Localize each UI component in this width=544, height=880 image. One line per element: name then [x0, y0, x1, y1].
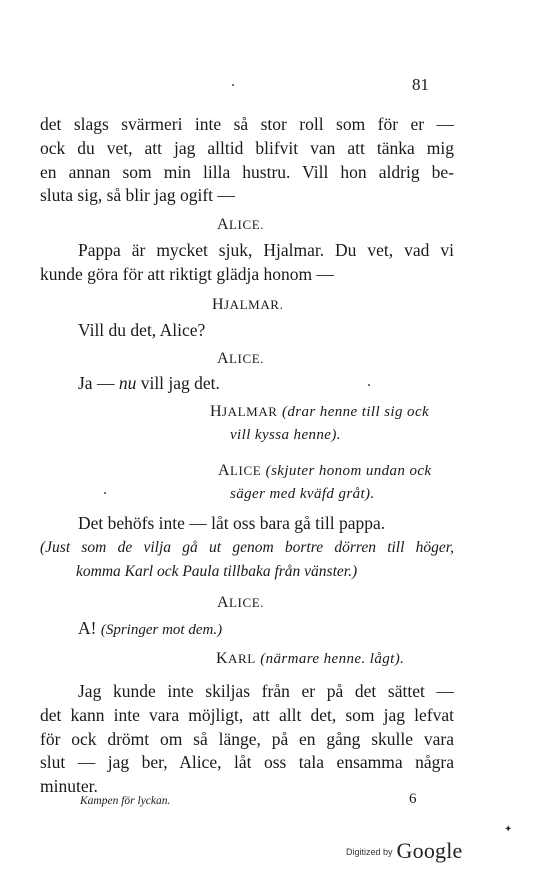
- digitized-by-watermark: [346, 838, 463, 864]
- speaker-alice: ALICE.: [217, 350, 265, 367]
- text-fragment: A!: [78, 618, 97, 638]
- text-line: kunde göra för att riktigt glädja honom —: [40, 264, 335, 284]
- text-line: sluta sig, så blir jag ogift —: [40, 185, 235, 205]
- speaker-karl: [216, 650, 404, 668]
- text-line: Det behöfs inte — låt oss bara gå till pappa.: [78, 513, 386, 533]
- stage-direction: vill kyssa henne).: [230, 427, 341, 443]
- text-line-content: Pappa är mycket sjuk, Hjalmar. Du vet, vad vi: [78, 240, 454, 260]
- emphasis: nu: [118, 373, 137, 393]
- stage-direction: [40, 538, 454, 558]
- text-fragment: Ja —: [78, 373, 119, 393]
- print-speck: [368, 384, 370, 386]
- scan-mark: ✦: [504, 824, 513, 835]
- text-line-content: en annan som min lilla hustru. Vill hon aldrig be-: [40, 162, 454, 182]
- speaker-hjalmar: [210, 403, 429, 421]
- text-line: [40, 752, 454, 772]
- stage-direction: (närmare henne. lågt).: [260, 651, 405, 667]
- speaker-name: HJALMAR: [210, 403, 278, 420]
- text-line: Vill du det, Alice?: [78, 320, 206, 340]
- speaker-alice: ALICE.: [217, 594, 265, 611]
- text-line: [78, 240, 454, 260]
- signature-mark: Kampen för lyckan.: [80, 795, 171, 807]
- speaker-name: KARL: [216, 650, 256, 667]
- speaker-alice: ALICE.: [217, 216, 265, 233]
- text-line-content: för ock drömt om så länge, på en gång skulle vara: [40, 729, 454, 749]
- text-line-content: ock du vet, att jag alltid blifvit van att tänka mig: [40, 138, 454, 158]
- speaker-alice: [218, 462, 432, 480]
- text-line: [78, 373, 220, 393]
- text-line-content: slut — jag ber, Alice, låt oss tala ensamma några: [40, 752, 454, 772]
- text-line: [40, 729, 454, 749]
- stage-direction: (drar henne till sig ock: [281, 404, 430, 420]
- text-line-content: det kann inte vara möjligt, att allt det, som jag lefvat: [40, 705, 454, 725]
- stage-direction: komma Karl ock Paula tillbaka från vänster.): [76, 563, 358, 580]
- text-line: [40, 705, 454, 725]
- google-logo: Google: [396, 838, 463, 863]
- text-line: [40, 114, 454, 134]
- sheet-number: 6: [409, 791, 417, 807]
- stage-direction: (Springer mot dem.): [100, 622, 223, 638]
- stage-direction: (skjuter honom undan ock: [265, 463, 432, 479]
- print-speck: [232, 84, 234, 86]
- text-fragment: vill jag det.: [136, 373, 220, 393]
- print-speck: [104, 492, 106, 494]
- digitized-prefix: Digitized by: [346, 847, 393, 857]
- text-line: [40, 162, 454, 182]
- speaker-name: ALICE: [218, 462, 262, 479]
- text-line: [40, 138, 454, 158]
- speaker-hjalmar: HJALMAR.: [212, 296, 284, 313]
- stage-direction-content: (Just som de vilja gå ut genom bortre dörren till höger,: [40, 539, 454, 556]
- text-line-content: Jag kunde inte skiljas från er på det sättet —: [78, 681, 454, 701]
- text-line: [78, 618, 222, 640]
- stage-direction: säger med kväfd gråt).: [230, 486, 375, 502]
- text-line: minuter.: [40, 776, 98, 796]
- text-line-content: det slags svärmeri inte så stor roll som för er —: [40, 114, 454, 134]
- text-line: [78, 681, 454, 701]
- page-number: 81: [412, 75, 429, 94]
